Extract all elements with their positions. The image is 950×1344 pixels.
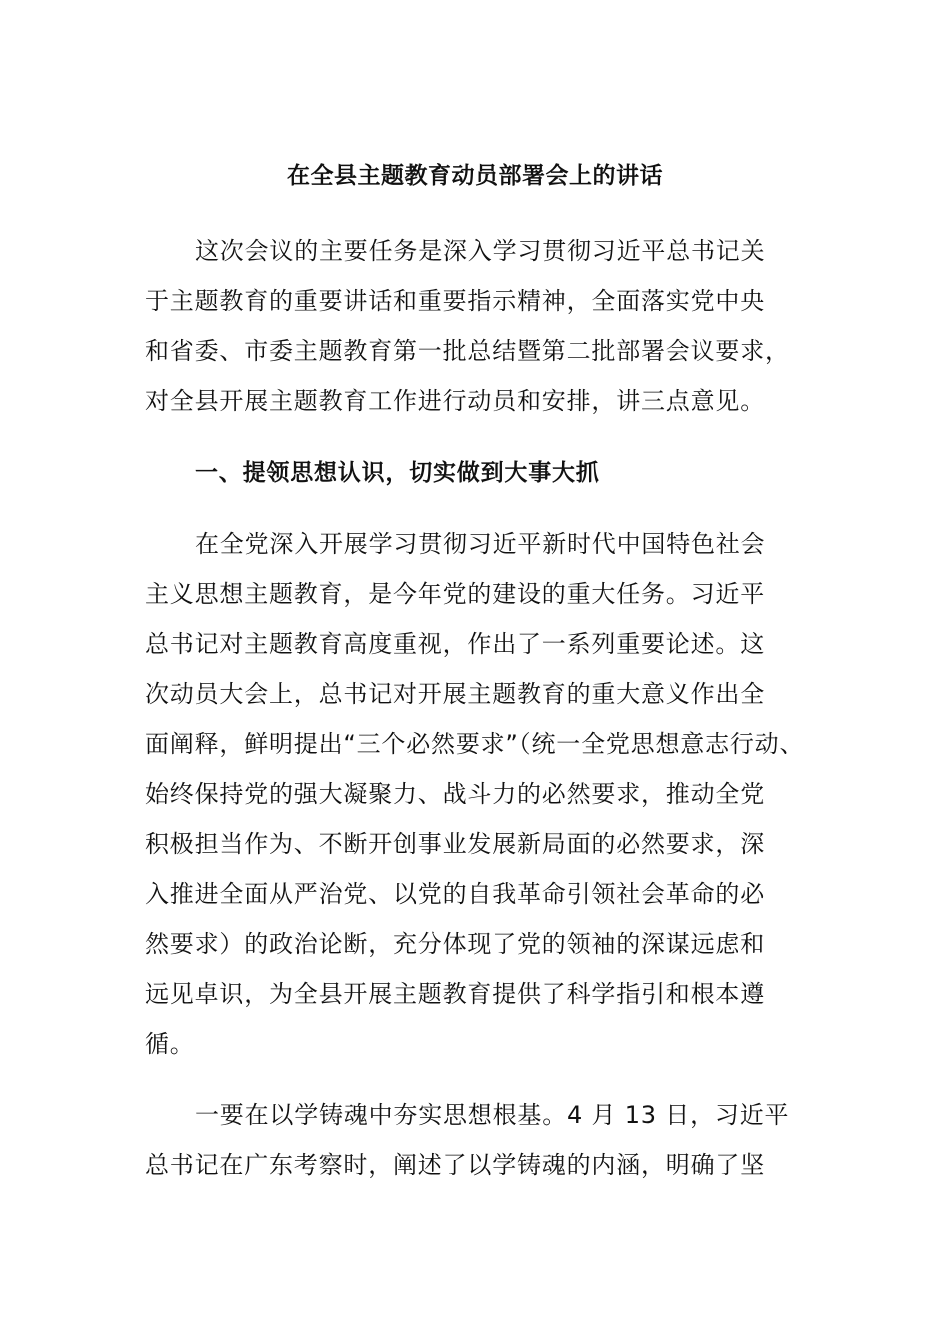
section-1-heading: 一、提领思想认识，切实做到大事大抓 <box>195 460 600 486</box>
para1-line-10: 远见卓识，为全县开展主题教育提供了科学指引和根本遵 <box>145 980 765 1008</box>
para1-line-8: 入推进全面从严治党、以党的自我革命引领社会革命的必 <box>145 880 765 908</box>
para1-line-3: 总书记对主题教育高度重视，作出了一系列重要论述。这 <box>145 630 765 658</box>
para1-line-11: 循。 <box>145 1030 195 1058</box>
para1-line-6: 始终保持党的强大凝聚力、战斗力的必然要求，推动全党 <box>145 780 765 808</box>
intro-line-1: 这次会议的主要任务是深入学习贯彻习近平总书记关 <box>195 237 766 265</box>
para1-line-7: 积极担当作为、不断开创事业发展新局面的必然要求，深 <box>145 830 765 858</box>
para1-line-9: 然要求）的政治论断，充分体现了党的领袖的深谋远虑和 <box>145 930 765 958</box>
intro-line-3: 和省委、市委主题教育第一批总结暨第二批部署会议要求， <box>145 337 790 365</box>
intro-line-4: 对全县开展主题教育工作进行动员和安排，讲三点意见。 <box>145 387 765 415</box>
document-title: 在全县主题教育动员部署会上的讲话 <box>287 163 663 189</box>
para2-line-1: 一要在以学铸魂中夯实思想根基。4 月 13 日，习近平 <box>195 1101 790 1129</box>
para1-line-4: 次动员大会上，总书记对开展主题教育的重大意义作出全 <box>145 680 765 708</box>
intro-line-2: 于主题教育的重要讲话和重要指示精神，全面落实党中央 <box>145 287 765 315</box>
para1-line-2: 主义思想主题教育，是今年党的建设的重大任务。习近平 <box>145 580 765 608</box>
para1-line-1: 在全党深入开展学习贯彻习近平新时代中国特色社会 <box>195 530 766 558</box>
para2-line-2: 总书记在广东考察时，阐述了以学铸魂的内涵，明确了坚 <box>145 1151 765 1179</box>
para1-line-5: 面阐释，鲜明提出“三个必然要求”（统一全党思想意志行动、 <box>145 730 805 758</box>
